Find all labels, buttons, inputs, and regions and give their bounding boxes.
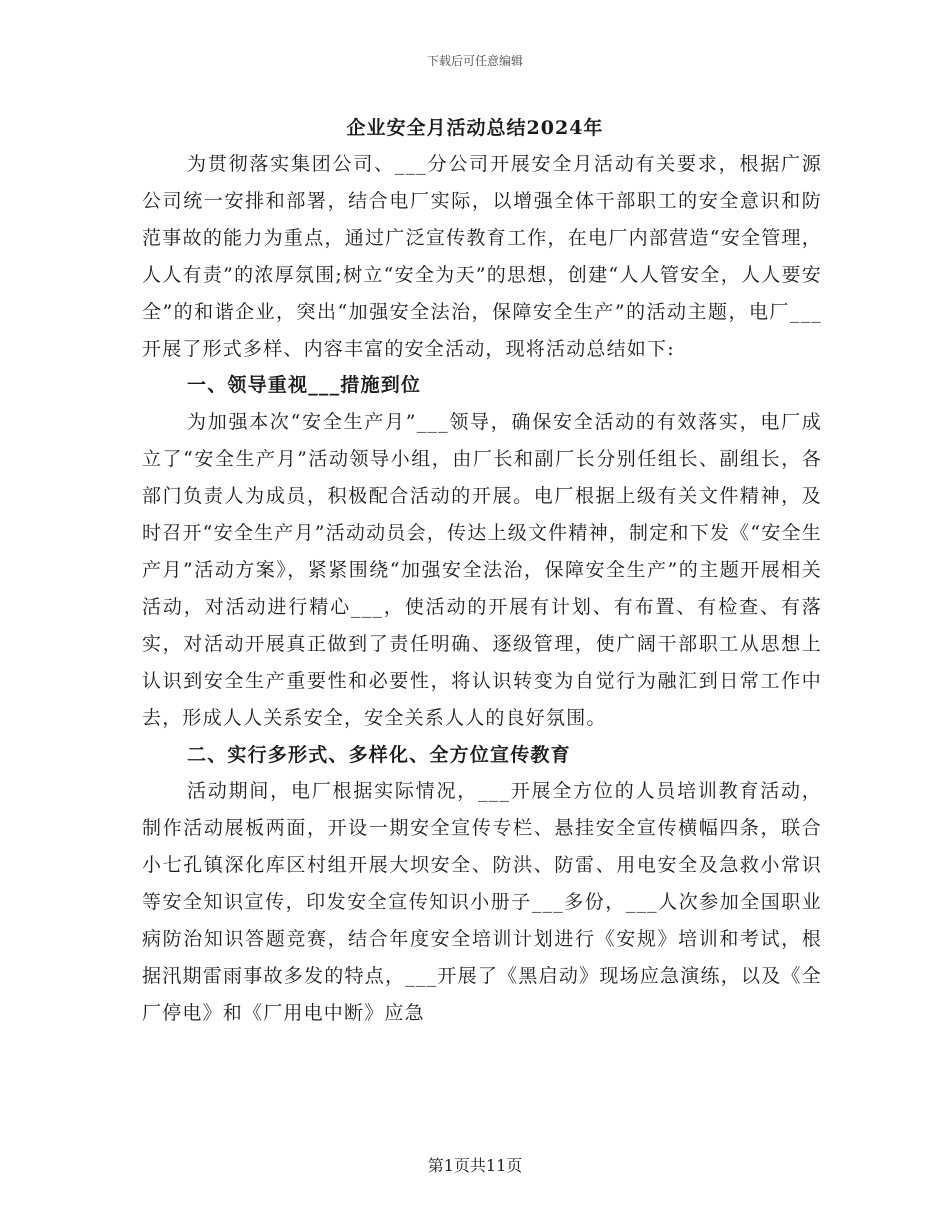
section-heading-1: 一、领导重视___措施到位 bbox=[187, 374, 422, 397]
document-title: 企业安全月活动总结2024年 bbox=[346, 117, 604, 139]
paragraph-section-1: 为加强本次“安全生产月”___领导，确保安全活动的有效落实，电厂成立了“安全生产月”活动领导小组，由厂长和副厂长分别任组长、副组长，各部门负责人为成员，积极配合活动的开展。电厂根据上级有关文件精神，及时召开“安全生产月”活动动员会，传达上级文件精神，制定和下发《“安全生产月”活动方案》，紧紧围绕“加强安全法治，保障安全生产”的主题开展相关活动，对活动进行精心___，使活动的开展有计划、有布置、有检查、有落实，对活动开展真正做到了责任明确、逐级管理，使广阔干部职工从思想上认识到安全生产重要性和必要性，将认识转变为自觉行为融汇到日常工作中去，形成人人关系安全，安全关系人人的良好氛围。 bbox=[142, 411, 822, 729]
page-number: 第1页共11页 bbox=[427, 1156, 523, 1175]
paragraph-section-2: 活动期间，电厂根据实际情况，___开展全方位的人员培训教育活动，制作活动展板两面，开设一期安全宣传专栏、悬挂安全宣传横幅四条，联合小七孔镇深化库区村组开展大坝安全、防洪、防雷、用电安全及急救小常识等安全知识宣传，印发安全宣传知识小册子___多份，___人次参加全国职业病防治知识答题竞赛，结合年度安全培训计划进行《安规》培训和考试，根据汛期雷雨事故多发的特点，___开展了《黑启动》现场应急演练，以及《全厂停电》和《厂用电中断》应急 bbox=[142, 780, 822, 1024]
paragraph-intro: 为贯彻落实集团公司、___分公司开展安全月活动有关要求，根据广源公司统一安排和部署，结合电厂实际，以增强全体干部职工的安全意识和防范事故的能力为重点，通过广泛宣传教育工作，在电厂内部营造“安全管理，人人有责”的浓厚氛围;树立“安全为天”的思想，创建“人人管安全，人人要安全”的和谐企业，突出“加强安全法治，保障安全生产”的活动主题，电厂___开展了形式多样、内容丰富的安全活动，现将活动总结如下: bbox=[142, 153, 822, 360]
header-note: 下载后可任意编辑 bbox=[426, 54, 523, 68]
section-heading-2: 二、实行多形式、多样化、全方位宣传教育 bbox=[187, 743, 571, 766]
document-body bbox=[142, 146, 822, 1032]
